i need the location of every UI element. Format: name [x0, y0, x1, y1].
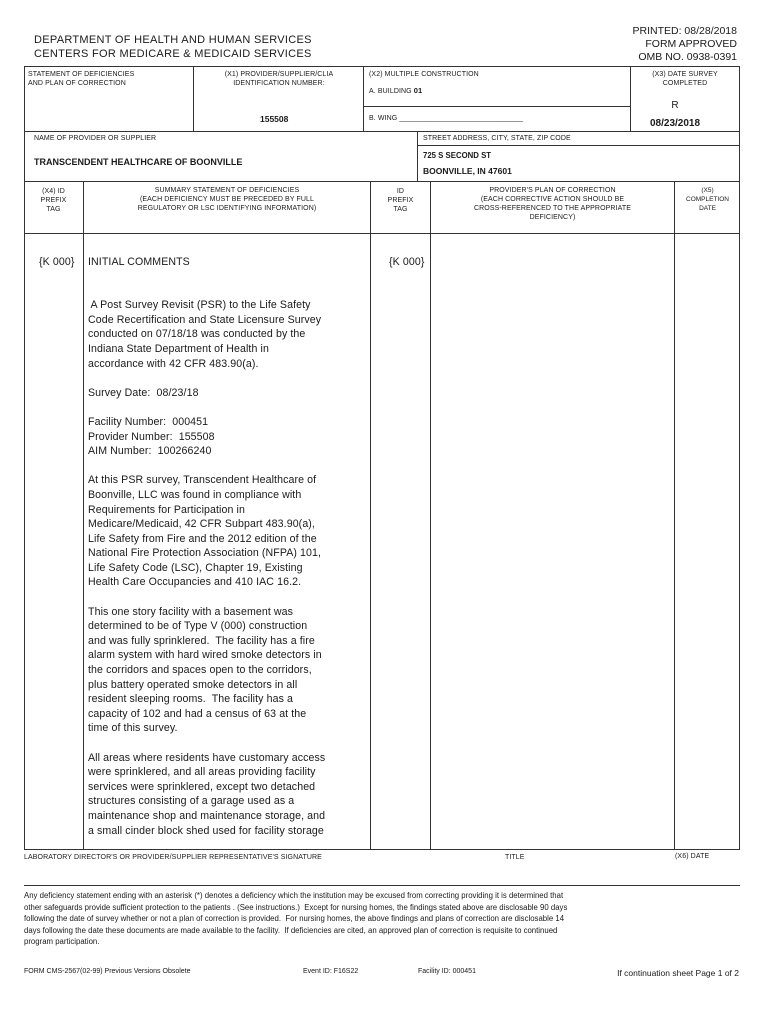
deficiency-summary — [88, 255, 368, 853]
survey-completed-date: 08/23/2018 — [650, 118, 701, 129]
provider-name-label: NAME OF PROVIDER OR SUPPLIER — [34, 135, 157, 142]
agency-name: CENTERS FOR MEDICARE & MEDICAID SERVICES — [34, 48, 312, 60]
text-line: services were sprinklered, except two detached — [88, 780, 316, 793]
text-line: A Post Survey Revisit (PSR) to the Life Safety — [88, 299, 311, 312]
plan-header: PROVIDER'S PLAN OF CORRECTION (EACH CORRECTIVE ACTION SHOULD BE CROSS-REFERENCED TO THE APPROPRIATE DEFICIENCY) — [473, 187, 631, 221]
department-name: DEPARTMENT OF HEALTH AND HUMAN SERVICES — [34, 34, 312, 46]
text-line: Medicare/Medicaid, 42 CFR Subpart 483.90(a), — [88, 518, 315, 531]
statement-label: STATEMENT OF DEFICIENCIES AND PLAN OF CORRECTION — [28, 71, 135, 87]
text-line: Code Recertification and State Licensure Survey — [88, 313, 322, 326]
address-label: STREET ADDRESS, CITY, STATE, ZIP CODE — [423, 135, 571, 142]
text-line: Life Safety from Fire and the 2012 edition of the — [88, 532, 317, 545]
text-line: Facility Number: 000451 — [88, 415, 209, 428]
text-line: time of this survey. — [88, 722, 178, 735]
text-line: National Fire Protection Association (NFPA) 101, — [88, 547, 322, 560]
text-line: Provider Number: 155508 — [88, 430, 215, 443]
text-line: capacity of 102 and had a census of 63 at the — [88, 707, 307, 720]
text-line: This one story facility with a basement was — [88, 605, 294, 618]
facility-id: Facility ID: 000451 — [418, 968, 476, 975]
continuation-page: If continuation sheet Page 1 of 2 — [617, 968, 739, 978]
text-line: Health Care Occupancies and 410 IAC 16.2. — [88, 576, 302, 589]
text-line: alarm system with hard wired smoke detectors in — [88, 649, 322, 662]
id-header: ID PREFIX TAG — [387, 188, 414, 213]
text-line: resident sleeping rooms. The facility has a — [88, 693, 293, 706]
wing-field: B. WING _______________________________ — [369, 115, 524, 122]
x5-header: (X5) COMPLETION DATE — [686, 187, 729, 212]
paragraph-compliance — [88, 473, 368, 590]
text-line: AIM Number: 100266240 — [88, 445, 212, 458]
signature-label: LABORATORY DIRECTOR'S OR PROVIDER/SUPPLIER REPRESENTATIVE'S SIGNATURE — [24, 854, 322, 861]
text-line: other safeguards provide sufficient protection to the patients . (See instructions.) Except for nursing homes, the findings stated above are disclosable 90 days — [24, 902, 568, 912]
event-id: Event ID: F16S22 — [303, 968, 359, 975]
department-header — [34, 33, 312, 61]
text-line: Indiana State Department of Health in — [88, 342, 269, 355]
prefix-tag-right: {K 000} — [389, 256, 425, 268]
text-line: accordance with 42 CFR 483.90(a). — [88, 357, 259, 370]
text-line: structures consisting of a garage used as a — [88, 795, 295, 808]
section-heading: INITIAL COMMENTS — [88, 256, 190, 268]
x2-label: (X2) MULTIPLE CONSTRUCTION — [369, 71, 479, 78]
paragraph-survey-date — [88, 386, 368, 401]
text-line: a small cinder block shed used for facility storage — [88, 824, 324, 837]
paragraph-psr — [88, 298, 368, 371]
provider-name: TRANSCENDENT HEALTHCARE OF BOONVILLE — [34, 157, 243, 167]
print-info — [633, 25, 737, 64]
text-line: Boonville, LLC was found in compliance with — [88, 488, 302, 501]
title-label: TITLE — [505, 854, 525, 861]
text-line: days following the date these documents are made available to the facility. If deficiencies are cited, an approved plan of correction is requisite to continued — [24, 925, 558, 935]
text-line: maintenance shop and maintenance storage, and — [88, 809, 326, 822]
x1-label: (X1) PROVIDER/SUPPLIER/CLIA IDENTIFICATION NUMBER: — [224, 71, 334, 87]
disclaimer — [24, 890, 740, 948]
address-street: 725 S SECOND ST — [423, 151, 492, 160]
printed-date: PRINTED: 08/28/2018 — [632, 25, 737, 37]
provider-number: 155508 — [260, 114, 289, 124]
text-line: At this PSR survey, Transcendent Healthcare of — [88, 474, 317, 487]
text-line: the corridors and spaces open to the corridors, — [88, 664, 312, 677]
text-line: Requirements for Participation in — [88, 503, 245, 516]
text-line: were sprinklered, and all areas providing facility — [88, 766, 316, 779]
omb-number: OMB NO. 0938-0391 — [638, 51, 737, 63]
text-line: plus battery operated smoke detectors in all — [88, 678, 298, 691]
date-label: (X6) DATE — [675, 853, 710, 860]
prefix-tag-left: {K 000} — [39, 256, 75, 268]
text-line: program participation. — [24, 937, 100, 947]
x4-header: (X4) ID PREFIX TAG — [40, 188, 67, 213]
building-field: A. BUILDING 01 — [369, 86, 423, 95]
text-line: Any deficiency statement ending with an asterisk (*) denotes a deficiency which the institution may be excused from correcting providing it is determined that — [24, 891, 564, 900]
address-city: BOONVILLE, IN 47601 — [423, 166, 512, 176]
paragraph-facility-ids — [88, 415, 368, 459]
text-line: All areas where residents have customary access — [88, 751, 326, 764]
text-line: Life Safety Code (LSC), Chapter 19, Existing — [88, 561, 303, 574]
paragraph-sprinklers — [88, 751, 368, 839]
text-line: conducted on 07/18/18 was conducted by the — [88, 328, 306, 341]
text-line: Survey Date: 08/23/18 — [88, 386, 199, 399]
text-line: and was fully sprinklered. The facility has a fire — [88, 634, 315, 647]
text-line: determined to be of Type V (000) construction — [88, 620, 308, 633]
survey-code: R — [671, 100, 679, 111]
form-approved: FORM APPROVED — [645, 38, 737, 50]
paragraph-construction — [88, 605, 368, 736]
form-id: FORM CMS-2567(02-99) Previous Versions Obsolete — [24, 968, 191, 975]
text-line: following the date of survey whether or not a plan of correction is provided. For nursing homes, the above findings and plans of correction are disclosable 14 — [24, 914, 565, 924]
summary-header: SUMMARY STATEMENT OF DEFICIENCIES (EACH DEFICIENCY MUST BE PRECEDED BY FULL REGULATORY OR LSC IDENTIFYING INFORMATION) — [137, 187, 317, 212]
x3-label: (X3) DATE SURVEY COMPLETED — [652, 71, 718, 87]
